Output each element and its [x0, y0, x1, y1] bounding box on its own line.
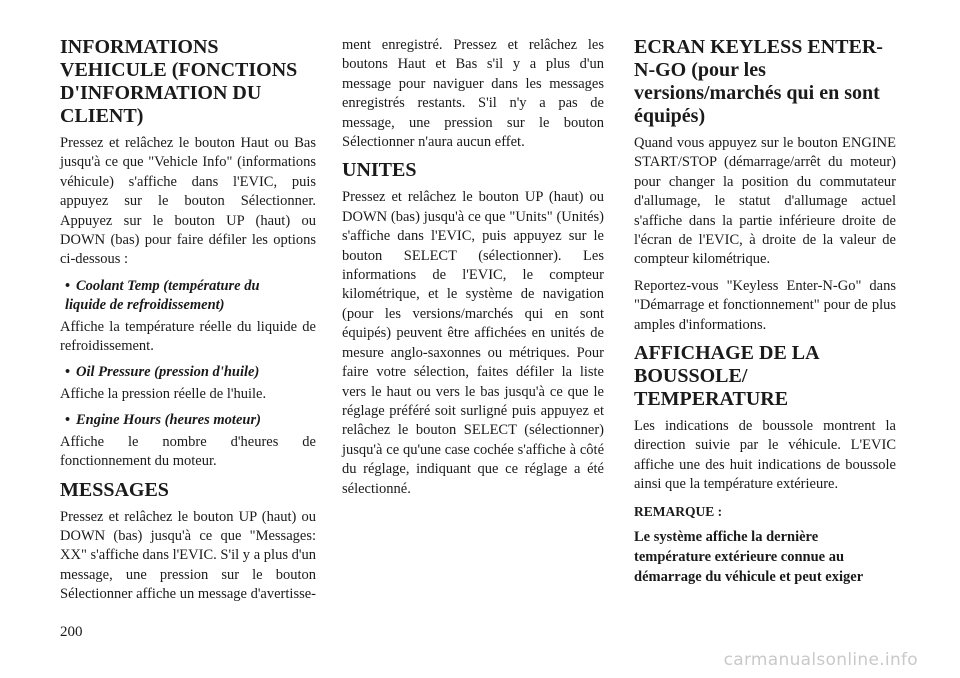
note-label: REMARQUE :: [634, 503, 723, 519]
heading-keyless: ECRAN KEYLESS ENTER-N-GO (pour les versions/marchés qui en sont équipés): [634, 36, 883, 127]
column-right: [634, 36, 896, 587]
paragraph-keyless-ref: Reportez-vous "Keyless Enter-N-Go" dans "Démarrage et fonctionnement" pour de plus amples d'informations.: [634, 277, 896, 333]
paragraph-units: Pressez et relâchez le bouton UP (haut) ou DOWN (bas) jusqu'à ce que "Units" (Unités) s'affiche dans l'EVIC, puis appuyez sur le bouton SELECT (sélectionner). Les informations de l'EVIC, le compteur kilométrique, et le système de navigation (pour les versions/marchés qui en sont équipés) peuvent être affichées en unités de mesure anglo-saxonnes ou métriques. Pour faire votre sélection, faites défiler la liste vers le haut ou vers le bas jusqu'à ce que le réglage préféré soit surligné puis appuyez et relâchez le bouton SELECT (sélectionner) jusqu'à ce qu'une case cochée s'affiche à côté du réglage, indiquant que ce réglage a été sélectionné.: [342, 189, 604, 497]
bullet-title-engine: Engine Hours (heures moteur): [76, 412, 261, 429]
heading-messages: MESSAGES: [60, 478, 169, 501]
paragraph-oil: Affiche la pression réelle de l'huile.: [60, 385, 267, 402]
bullet-dot-icon: •: [65, 412, 71, 429]
column-middle: [342, 36, 604, 506]
paragraph-messages-cont: ment enregistré. Pressez et relâchez les boutons Haut et Bas s'il y a plus d'un message pour naviguer dans les messages enregistrés restants. S'il n'y a pas de message, une pression sur le bouton Sélectionner n'aura aucun effet.: [342, 37, 604, 151]
bullet-coolant-temp: [60, 277, 316, 316]
heading-vehicle-info: INFORMATIONS VEHICULE (FONCTIONS D'INFORMATION DU CLIENT): [60, 36, 298, 127]
heading-compass: AFFICHAGE DE LA BOUSSOLE/ TEMPERATURE: [634, 342, 819, 411]
bullet-dot-icon: •: [65, 277, 71, 294]
bullet-title-oil: Oil Pressure (pression d'huile): [76, 364, 260, 381]
paragraph-coolant: Affiche la température réelle du liquide de refroidissement.: [60, 318, 316, 355]
heading-units: UNITES: [342, 159, 417, 182]
column-left: [60, 36, 316, 612]
note-text: Le système affiche la dernière température extérieure connue au démarrage du véhicule et peut exiger: [634, 528, 864, 585]
paragraph-engine: Affiche le nombre d'heures de fonctionnement du moteur.: [60, 433, 316, 470]
bullet-dot-icon: •: [65, 364, 71, 381]
watermark: carmanualsonline.info: [723, 650, 918, 670]
paragraph-vehicle-info: Pressez et relâchez le bouton Haut ou Bas jusqu'à ce que "Vehicle Info" (informations véhicule) s'affiche dans l'EVIC, puis appuyez sur le bouton Sélectionner. Appuyez sur le bouton UP (haut) ou DOWN (bas) pour faire défiler les options ci-dessous :: [60, 135, 316, 268]
bullet-oil-pressure: [60, 363, 316, 382]
bullet-engine-hours: [60, 411, 316, 430]
bullet-title-coolant: Coolant Temp (température du: [76, 277, 260, 294]
page-number: 200: [60, 624, 83, 640]
paragraph-keyless: Quand vous appuyez sur le bouton ENGINE START/STOP (démarrage/arrêt du moteur) pour changer la position du commutateur d'allumage, le statut d'allumage actuel s'affiche dans la partie inférieure droite de l'écran de l'EVIC, à droite de la valeur de compteur kilométrique.: [634, 135, 896, 268]
paragraph-compass: Les indications de boussole montrent la direction suivie par le véhicule. L'EVIC affiche une des huit indications de boussole ainsi que la température extérieure.: [634, 418, 896, 493]
bullet-title-coolant-2: liquide de refroidissement): [65, 297, 225, 314]
paragraph-messages: Pressez et relâchez le bouton UP (haut) ou DOWN (bas) jusqu'à ce que "Messages: XX" s'affiche dans l'EVIC. S'il y a plus d'un message, une pression sur le bouton Sélectionner affiche un message d'avertisse-: [60, 508, 316, 603]
